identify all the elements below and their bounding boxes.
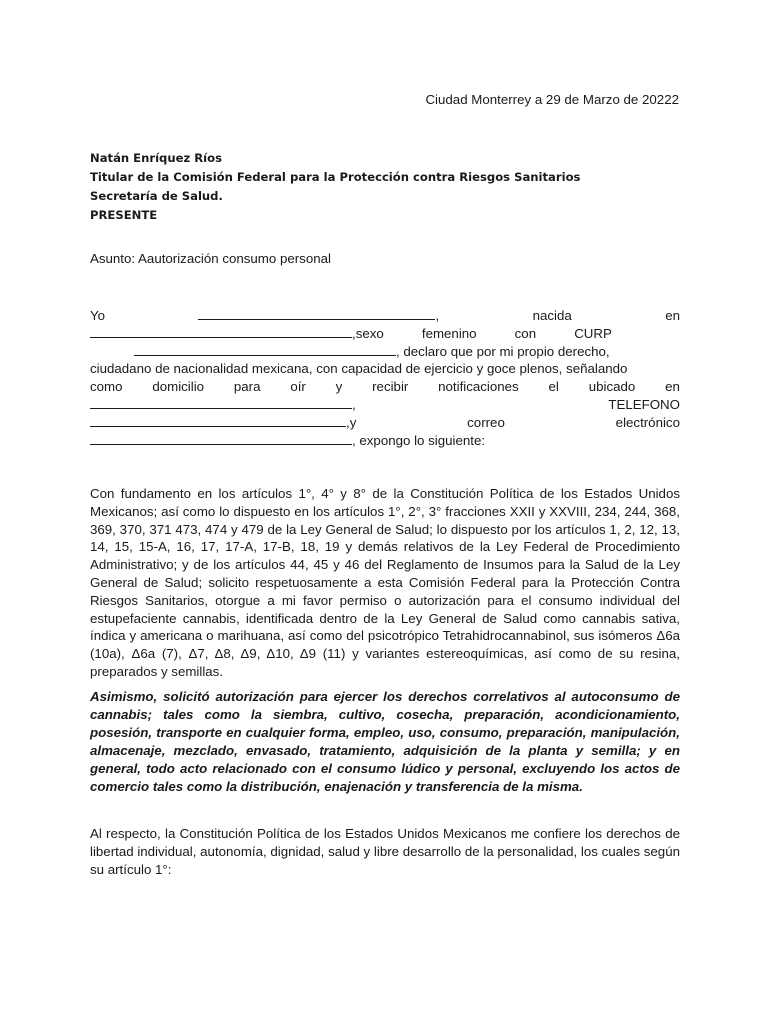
intro-telefono: TELEFONO [608, 396, 680, 412]
name-blank-group [198, 307, 439, 325]
intro-nacida: nacida [532, 308, 572, 323]
word: como [90, 379, 123, 395]
address-blank [90, 397, 352, 409]
recipient-title: Titular de la Comisión Federal para la Protección contra Riesgos Sanitarios [90, 170, 581, 184]
intro-y: ,y [346, 414, 357, 430]
birthplace-blank [90, 326, 352, 338]
date-line: Ciudad Monterrey a 29 de Marzo de 20222 [425, 92, 679, 107]
word: para [233, 379, 261, 395]
intro-line-2 [90, 325, 680, 343]
word: domicilio [152, 379, 205, 395]
intro-declaro: , declaro que por mi propio derecho, [396, 343, 610, 359]
intro-electronico: electrónico [615, 414, 680, 430]
intro-correo: correo [467, 414, 505, 430]
curp-blank [134, 344, 396, 356]
phone-blank [90, 415, 346, 427]
intro-comma: , [352, 396, 356, 412]
intro-curp: CURP [574, 325, 612, 341]
word: ubicado [588, 379, 636, 395]
word: y [335, 379, 343, 395]
birthplace-blank-group [90, 325, 384, 343]
intro-line-1 [90, 307, 680, 325]
email-blank [90, 433, 352, 445]
body-paragraph-2: Asimismo, solicitó autorización para ejercer los derechos correlativos al autoconsumo de cannabis; tales como la siembra, cultivo, cosecha, preparación, acondicionamiento, posesión, transporte en cualquier forma, empleo, uso, consumo, preparación, manipulación, almacenaje, mezclado, envasado, tratamiento, adquisición de la planta y semilla; y en general, todo acto relacionado con el consumo lúdico y personal, excluyendo los actos de comercio tales como la distribución, enajenación y transferencia de la misma. [90, 689, 680, 794]
intro-en: en [665, 308, 680, 323]
intro-line-6 [90, 396, 680, 414]
word: en [665, 379, 680, 395]
word: notificaciones [438, 379, 519, 395]
intro-yo: Yo [90, 308, 106, 323]
intro-line-7 [90, 414, 680, 432]
recipient-name: Natán Enríquez Ríos [90, 151, 223, 165]
intro-femenino: femenino [421, 325, 477, 341]
phone-blank-group [90, 414, 356, 432]
word: recibir [372, 379, 409, 395]
intro-line-4-text: ciudadano de nacionalidad mexicana, con capacidad de ejercicio y goce plenos, señalando [90, 361, 628, 377]
intro-comma: , [435, 308, 440, 323]
intro-paragraph [90, 307, 680, 449]
word: oír [290, 379, 306, 395]
name-blank [198, 308, 435, 320]
address-blank-group [90, 396, 356, 414]
intro-line-4 [90, 360, 680, 378]
intro-sexo: ,sexo [352, 325, 384, 341]
intro-line-8 [90, 432, 680, 450]
intro-expongo: , expongo lo siguiente: [352, 432, 486, 448]
body-paragraph-1: Con fundamento en los artículos 1°, 4° y 8° de la Constitución Política de los Estados Unidos Mexicanos; así como lo dispuesto en los artículos 1°, 2°, 3° fracciones XXII y XXVIII, 234, 244, 368, 369, 370, 371 473, 474 y 479 de la Ley General de Salud; lo dispuesto por los artículos 1, 2, 12, 13, 14, 15, 15-A, 16, 17, 17-A, 17-B, 18, 19 y demás relativos de la Ley Federal de Procedimiento Administrativo; y de los artículos 44, 45 y 46 del Reglamento de Insumos para la Salud de la Ley General de Salud; solicito respetuosamente a esta Comisión Federal para la Protección Contra Riesgos Sanitarios, otorgue a mi favor permiso o autorización para el consumo individual del estupefaciente cannabis, identificada dentro de la Ley General de Salud como cannabis sativa, índica y americana o marihuana, así como del psicotrópico Tetrahidrocannabinol, sus isómeros Δ6a (10a), Δ6a (7), Δ7, Δ8, Δ9, Δ10, Δ9 (11) y variantes estereoquímicas, así como de su resina, preparados y semillas. [90, 486, 680, 679]
recipient-greeting: PRESENTE [90, 208, 158, 222]
body-paragraph-3: Al respecto, la Constitución Política de los Estados Unidos Mexicanos me confiere los derechos de libertad individual, autonomía, dignidad, salud y libre desarrollo de la personalidad, los cuales según su artículo 1°: [90, 826, 680, 877]
intro-con: con [514, 325, 537, 341]
recipient-block [90, 149, 680, 225]
subject-line: Asunto: Aautorización consumo personal [90, 251, 331, 266]
intro-line-5 [90, 378, 680, 396]
intro-line-3 [90, 343, 680, 361]
recipient-department: Secretaría de Salud. [90, 189, 223, 203]
word: el [548, 379, 559, 395]
